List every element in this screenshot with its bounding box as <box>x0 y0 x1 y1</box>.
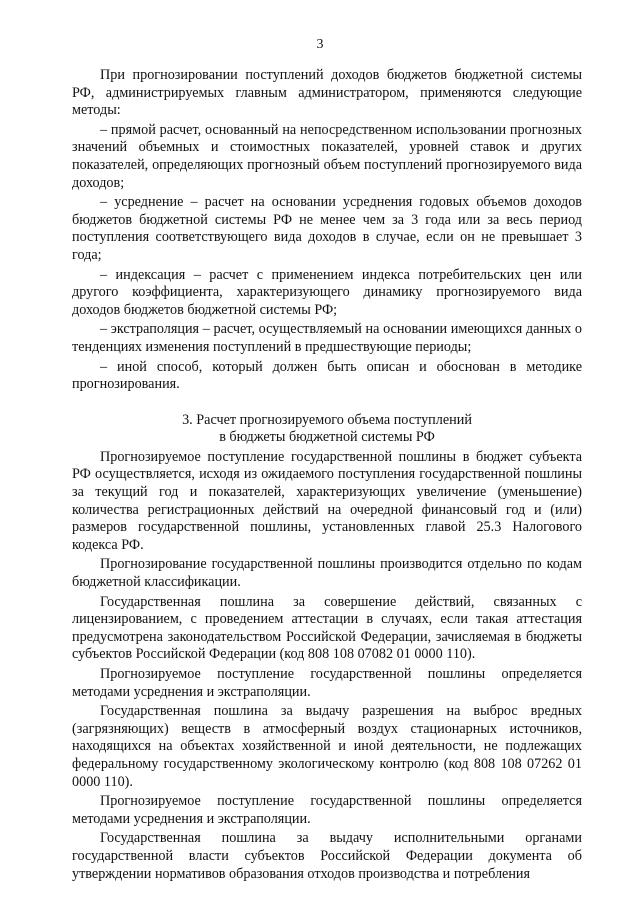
page-number: 3 <box>316 37 324 52</box>
section-heading-line-1: 3. Расчет прогнозируемого объема поступлений <box>182 411 472 428</box>
paragraph-licensing-method: Прогнозируемое поступление государственной пошлины определяется методами усреднения и экстраполяции. <box>72 666 582 700</box>
section-heading <box>72 412 582 447</box>
paragraph-method-extrapolation: – экстраполяция – расчет, осуществляемый на основании имеющихся данных о тенденциях изменения поступлений в предшествующие периоды; <box>72 321 582 355</box>
paragraph-licensing-duty: Государственная пошлина за совершение действий, связанных с лицензированием, с проведением аттестации в случаях, если такая аттестация предусмотрена законодательством Российской Федерации, зачисляемая в бюджеты субъектов Российской Федерации (код 808 108 07082 01 0000 110). <box>72 593 582 663</box>
paragraph-emission-permit-duty: Государственная пошлина за выдачу разрешения на выброс вредных (загрязняющих) веществ в атмосферный воздух стационарных источников, находящихся на объектах хозяйственной и иной деятельности, не подлежащих федеральному государственному экологическому контролю (код 808 108 07262 01 0000 110). <box>72 703 582 790</box>
document-body <box>72 67 582 883</box>
paragraph-method-averaging: – усреднение – расчет на основании усреднения годовых объемов доходов бюджетов бюджетной системы РФ не менее чем за 3 года или за весь период поступления соответствующего вида доходов в случае, если он не превышает 3 года; <box>72 194 582 263</box>
paragraph-waste-norms-duty: Государственная пошлина за выдачу исполнительными органами государственной власти субъектов Российской Федерации документа об утверждении нормативов образования отходов производства и потребления <box>72 830 582 882</box>
section-heading-line-2: в бюджеты бюджетной системы РФ <box>219 429 435 446</box>
paragraph-method-indexation: – индексация – расчет с применением индекса потребительских цен или другого коэффициента, характеризующего динамику прогнозируемого вида доходов бюджетов бюджетной системы РФ; <box>72 266 582 318</box>
paragraph-intro: При прогнозировании поступлений доходов бюджетов бюджетной системы РФ, администрируемых главным администратором, применяются следующие методы: <box>72 67 582 119</box>
paragraph-method-direct: – прямой расчет, основанный на непосредственном использовании прогнозных значений объемных и стоимостных показателей, уровней ставок и других показателей, определяющих прогнозный объем поступлений прогнозируемого вида доходов; <box>72 121 582 191</box>
paragraph-emission-method: Прогнозируемое поступление государственной пошлины определяется методами усреднения и экстраполяции. <box>72 793 582 827</box>
paragraph-classification-codes: Прогнозирование государственной пошлины производится отдельно по кодам бюджетной классификации. <box>72 556 582 591</box>
paragraph-state-duty-forecast: Прогнозируемое поступление государственной пошлины в бюджет субъекта РФ осуществляется, исходя из ожидаемого поступления государственной пошлины за текущий год и показателей, характеризующих увеличение (уменьшение) количества регистрационных действий на очередной финансовый год и (или) размеров государственной пошлины, установленных главой 25.3 Налогового кодекса РФ. <box>72 448 582 553</box>
paragraph-method-other: – иной способ, который должен быть описан и обоснован в методике прогнозирования. <box>72 358 582 393</box>
